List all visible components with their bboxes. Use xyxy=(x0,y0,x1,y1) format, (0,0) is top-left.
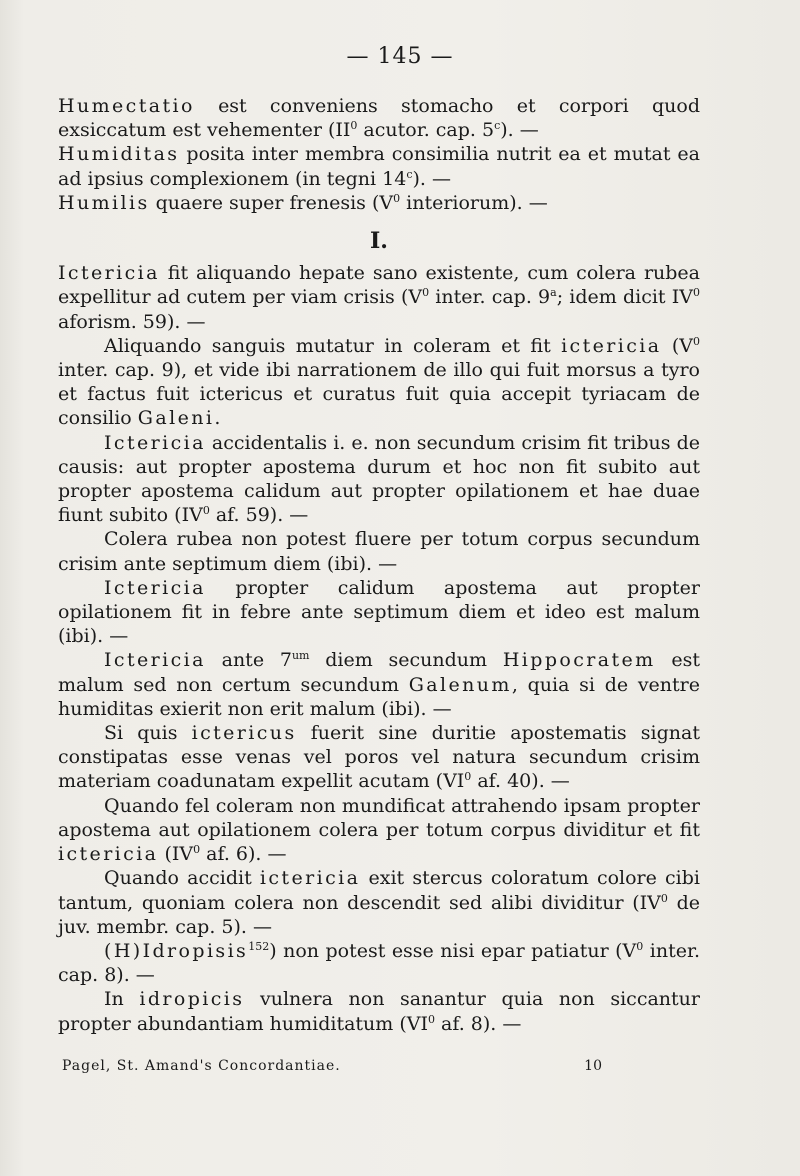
entry-colera-rubea: Colera rubea non potest fluere per totum corpus secundum crisim ante septimum diem (ibi). — xyxy=(58,528,700,575)
entry-ictericia-1: Ictericia fit aliquando hepate sano existente, cum colera rubea expellitur ad cutem per viam crisis ($V^0$ inter. cap. 9$^a$; idem dicit $IV^0$ aforism. 59). — xyxy=(58,262,700,333)
entry-humectatio: Humectatio est conveniens stomacho et corpori quod exsiccatum est vehementer ($II^0$ acutor. cap. 5$^c$). — xyxy=(58,95,700,142)
section-letter: I. xyxy=(370,228,388,255)
entry-ictericia-2: Aliquando sanguis mutatur in coleram et fit ictericia ($V^0$ inter. cap. 9), et vide ibi narrationem de illo qui fuit morsus a tyro et factus fuit ictericus et curatus fuit quia accepit tyriacam de consilio Galeni. xyxy=(58,334,700,430)
footer-citation: Pagel, St. Amand's Concordantiae. xyxy=(62,1058,341,1074)
page-footer xyxy=(62,1058,602,1074)
entry-ictericia-4: Ictericia propter calidum apostema aut propter opilationem fit in febre ante septimum diem et ideo est malum (ibi). — xyxy=(58,576,700,648)
entry-ictericus: Si quis ictericus fuerit sine duritie apostematis signat constipatas esse venas vel poros vel natura secundum crisim materiam coadunatam expellit acutam ($VI^0$ af. 40). — xyxy=(58,722,700,793)
entry-ictericia-3: Ictericia accidentalis i. e. non secundum crisim fit tribus de causis: aut propter apostema durum et hoc non fit subito aut propter apostema calidum aut propter opilationem et hae duae fiunt subito ($IV^0$ af. 59). — xyxy=(58,431,700,527)
entry-idropisis: (H)Idropisis$^{152}$) non potest esse nisi epar patiatur ($V^0$ inter. cap. 8). — xyxy=(58,939,700,987)
entry-ictericia-5: Ictericia ante $7^{um}$ diem secundum Hippocratem est malum sed non certum secundum Galenum, quia si de ventre humiditas exierit non erit malum (ibi). — xyxy=(58,649,700,720)
entry-idropicis: In idropicis vulnera non sanantur quia non siccantur propter abundantiam humiditatum ($VI^0$ af. 8). — xyxy=(58,988,700,1035)
body-text xyxy=(58,94,700,1036)
entry-humilis: Humilis quaere super frenesis ($V^0$ interiorum). — xyxy=(58,191,548,214)
entry-fel-coleram: Quando fel coleram non mundificat attrahendo ipsam propter apostema aut opilationem colera per totum corpus dividitur et fit ictericia ($IV^0$ af. 6). — xyxy=(58,794,700,866)
footer-signature: 10 xyxy=(584,1058,602,1074)
footnote-ref: 152 xyxy=(248,939,270,953)
page-number: — 145 — xyxy=(346,44,454,69)
entry-humiditas: Humiditas posita inter membra consimilia nutrit ea et mutat ea ad ipsius complexionem (in tegni 14$^c$). — xyxy=(58,143,700,190)
entry-accidit-ictericia: Quando accidit ictericia exit stercus coloratum colore cibi tantum, quoniam colera non descendit sed alibi dividitur ($IV^0$ de juv. membr. cap. 5). — xyxy=(58,867,701,938)
